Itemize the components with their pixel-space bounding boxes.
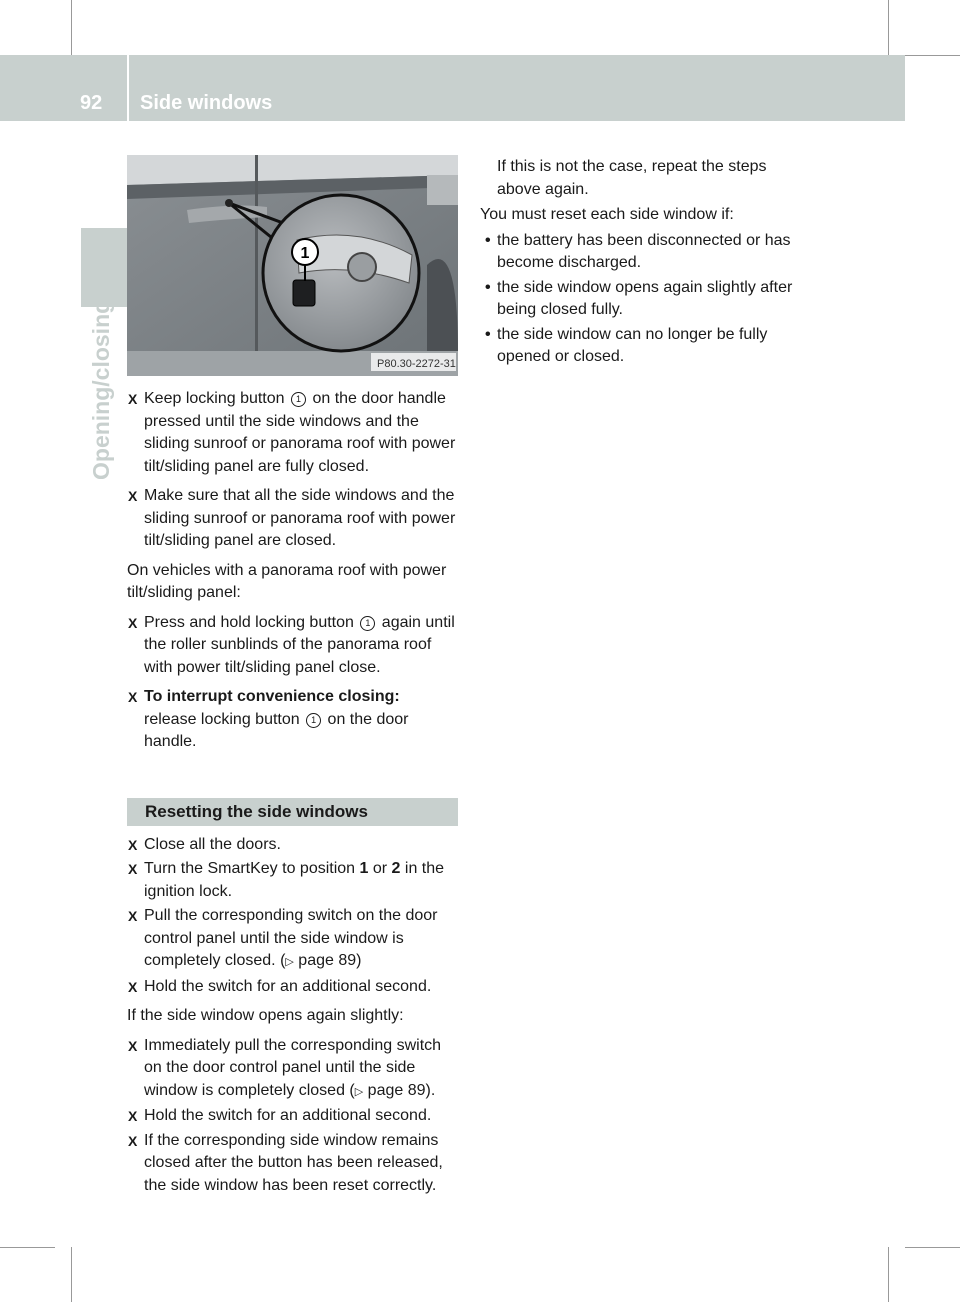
step-keep-locking-button: X Keep locking button 1 on the door handle pressed until the side windows and the sliding sunroof or panorama roof with power tilt/sliding panel are fully closed. xyxy=(128,390,456,475)
step-arrow-icon: X xyxy=(128,836,138,853)
step-press-and-hold: X Press and hold locking button 1 again until the roller sunblinds of the panorama roof with power tilt/sliding panel close. xyxy=(128,613,455,676)
bullet-opens-again: • the side window opens again slightly after being closed fully. xyxy=(485,278,793,318)
door-handle-illustration xyxy=(127,155,458,376)
crop-mark xyxy=(71,0,72,55)
step-arrow-icon: X xyxy=(128,908,138,924)
paragraph-panorama-roof: On vehicles with a panorama roof with power tilt/sliding panel: xyxy=(127,561,447,601)
figure-code: P80.30-2272-31 xyxy=(377,358,456,370)
bullet-no-longer-fully: • the side window can no longer be fully opened or closed. xyxy=(485,325,768,365)
figure-callout-1: 1 xyxy=(300,245,310,262)
paragraph-reset-conditions: You must reset each side window if: xyxy=(480,206,734,223)
bullet-battery: • the battery has been disconnected or has become discharged. xyxy=(485,231,791,271)
page-title: Side windows xyxy=(140,92,273,114)
step-pull-switch: X Pull the corresponding switch on the door control panel until the side window is completely closed. (▷ page 89) xyxy=(128,907,438,969)
step-immediately-pull: X Immediately pull the corresponding switch on the door control panel until the side window is completely closed (▷ page 89). xyxy=(128,1036,442,1099)
step-arrow-icon: X xyxy=(128,689,138,705)
step-hold-switch-again: X Hold the switch for an additional second. xyxy=(127,1105,460,1128)
step-arrow-icon: X xyxy=(128,391,138,407)
crop-mark xyxy=(888,1247,889,1302)
callout-1-icon: 1 xyxy=(291,392,306,407)
callout-1-icon: 1 xyxy=(306,713,321,728)
step-make-sure-closed: X Make sure that all the side windows and the sliding sunroof or panorama roof with power tilt/sliding panel are closed. xyxy=(128,487,456,549)
bullet-icon: • xyxy=(485,325,491,343)
step-arrow-icon: X xyxy=(128,978,138,995)
left-column xyxy=(127,388,460,1197)
chapter-label: Opening/closing xyxy=(88,299,114,480)
step-arrow-icon: X xyxy=(128,488,138,504)
step-arrow-icon: X xyxy=(128,1108,138,1124)
step-turn-smartkey: X Turn the SmartKey to position 1 or 2 in the ignition lock. xyxy=(128,860,445,900)
step-arrow-icon: X xyxy=(128,1132,138,1149)
page-reference[interactable]: page 89) xyxy=(293,952,362,969)
step-continuation: If this is not the case, repeat the steps above again. xyxy=(497,158,767,198)
paragraph-opens-again: If the side window opens again slightly: xyxy=(127,1007,404,1024)
crop-mark xyxy=(905,55,960,56)
page-ref-arrow-icon: ▷ xyxy=(285,956,294,968)
step-hold-switch: X Hold the switch for an additional second. xyxy=(127,976,460,999)
page-reference[interactable]: page 89). xyxy=(363,1081,436,1099)
crop-mark xyxy=(905,1247,960,1248)
page-number: 92 xyxy=(80,92,103,114)
step-arrow-icon: X xyxy=(128,614,138,631)
bullet-icon: • xyxy=(485,231,491,249)
crop-mark xyxy=(71,1247,72,1302)
right-column xyxy=(480,156,810,369)
header-bar xyxy=(0,55,905,121)
step-close-doors: X Close all the doors. xyxy=(127,834,460,857)
section-heading: Resetting the side windows xyxy=(127,798,458,826)
step-if-remains-closed: X If the corresponding side window remains closed after the button has been released, the side window has been reset correctly. xyxy=(128,1131,443,1194)
step-arrow-icon: X xyxy=(128,861,138,877)
crop-mark xyxy=(0,1247,55,1248)
page-ref-arrow-icon: ▷ xyxy=(354,1085,364,1098)
bullet-icon: • xyxy=(485,278,491,296)
crop-mark xyxy=(888,0,889,55)
step-arrow-icon: X xyxy=(128,1037,138,1054)
header-separator xyxy=(127,55,129,121)
step-interrupt-closing: X To interrupt convenience closing: release locking button 1 on the door handle. xyxy=(128,688,409,750)
door-handle-figure xyxy=(127,155,458,376)
callout-1-icon: 1 xyxy=(360,616,375,631)
